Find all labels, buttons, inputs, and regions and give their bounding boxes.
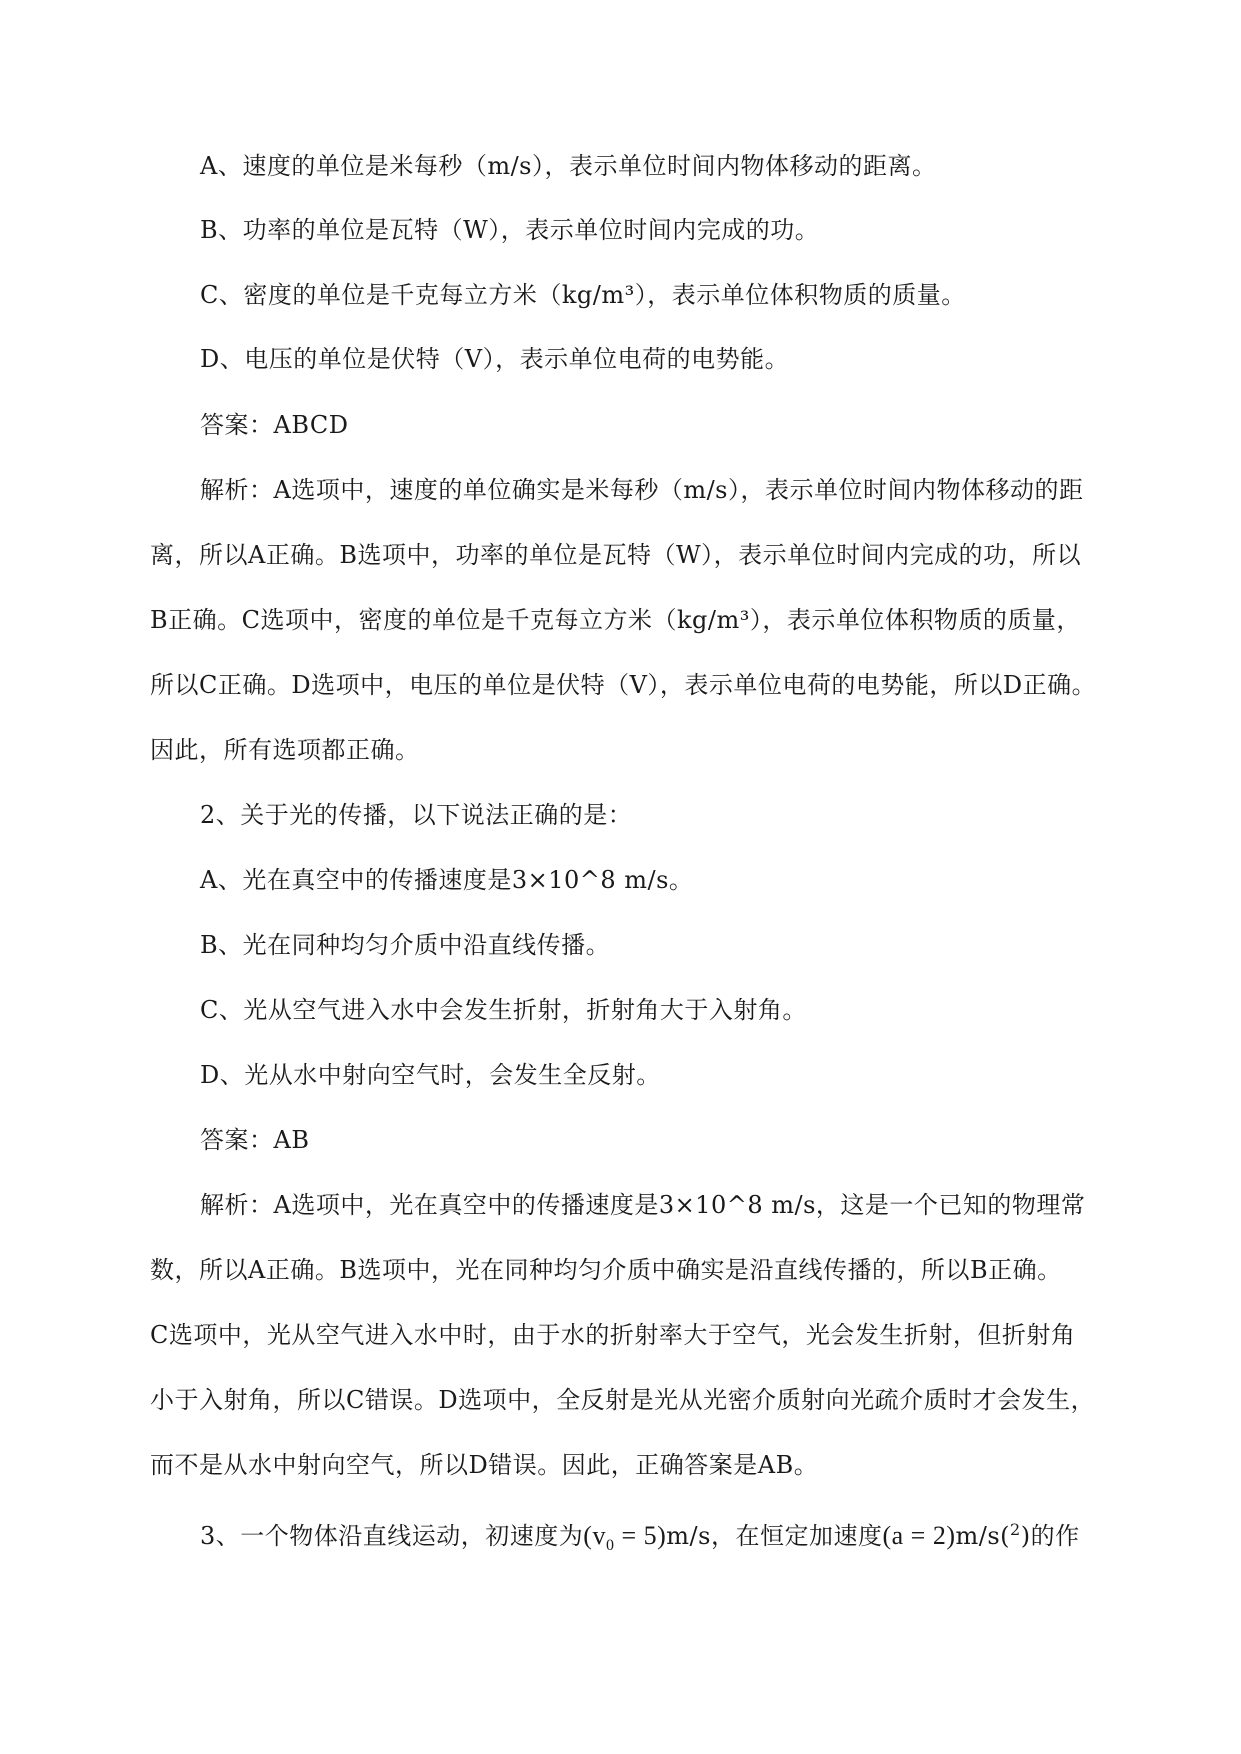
q2-analysis-line-2: 数，所以A正确。B选项中，光在同种均匀介质中确实是沿直线传播的，所以B正确。 (150, 1256, 1062, 1284)
q3-v0-expression (583, 1521, 667, 1555)
q3-unit-post: ) (1020, 1522, 1031, 1550)
q3-v-close: = 5) (614, 1521, 667, 1550)
q2-option-b: B、光在同种均匀介质中沿直线传播。 (200, 931, 611, 959)
q1-analysis-line-2: 离，所以A正确。B选项中，功率的单位是瓦特（W），表示单位时间内完成的功，所以 (150, 541, 1082, 569)
q3-mid: m/s，在恒定加速度 (666, 1522, 883, 1550)
q1-analysis-line-3: B正确。C选项中，密度的单位是千克每立方米（kg/m³），表示单位体积物质的质量， (150, 606, 1081, 634)
q1-analysis-line-5: 因此，所有选项都正确。 (150, 736, 420, 764)
q3-prefix: 3、一个物体沿直线运动，初速度为 (200, 1522, 584, 1550)
q2-analysis-line-5: 而不是从水中射向空气，所以D错误。因此，正确答案是AB。 (150, 1451, 819, 1479)
q2-option-a: A、光在真空中的传播速度是3×10^8 m/s。 (200, 866, 694, 894)
q1-analysis-line-4: 所以C正确。D选项中，电压的单位是伏特（V），表示单位电荷的电势能，所以D正确。 (150, 671, 1097, 699)
q3-question-line-1 (200, 1514, 1080, 1562)
q2-option-c: C、光从空气进入水中会发生折射，折射角大于入射角。 (200, 996, 807, 1024)
q2-option-d: D、光从水中射向空气时，会发生全反射。 (200, 1061, 661, 1089)
q3-unit-pre: m/s( (955, 1522, 1011, 1550)
q3-a-expression: (a = 2) (882, 1521, 956, 1550)
q1-answer: 答案：ABCD (200, 411, 349, 439)
q1-option-a: A、速度的单位是米每秒（m/s），表示单位时间内物体移动的距离。 (200, 152, 937, 180)
q3-suffix: 的作 (1030, 1522, 1080, 1550)
q2-question: 2、关于光的传播，以下说法正确的是： (200, 801, 633, 829)
q1-analysis-line-1: 解析：A选项中，速度的单位确实是米每秒（m/s），表示单位时间内物体移动的距 (200, 476, 1084, 504)
q3-unit-superscript: 2 (1010, 1520, 1021, 1539)
q2-analysis-line-3: C选项中，光从空气进入水中时，由于水的折射率大于空气，光会发生折射，但折射角 (150, 1321, 1076, 1349)
q1-option-c: C、密度的单位是千克每立方米（kg/m³），表示单位体积物质的质量。 (200, 281, 966, 309)
q2-answer: 答案：AB (200, 1126, 310, 1154)
q1-option-b: B、功率的单位是瓦特（W），表示单位时间内完成的功。 (200, 216, 820, 244)
q1-option-d: D、电压的单位是伏特（V），表示单位电荷的电势能。 (200, 345, 790, 373)
q3-v-subscript: 0 (605, 1537, 615, 1555)
q2-analysis-line-4: 小于入射角，所以C错误。D选项中，全反射是光从光密介质射向光疏介质时才会发生， (150, 1386, 1096, 1414)
q3-v-open: (v (583, 1521, 606, 1550)
q2-analysis-line-1: 解析：A选项中，光在真空中的传播速度是3×10^8 m/s，这是一个已知的物理常 (200, 1191, 1086, 1219)
